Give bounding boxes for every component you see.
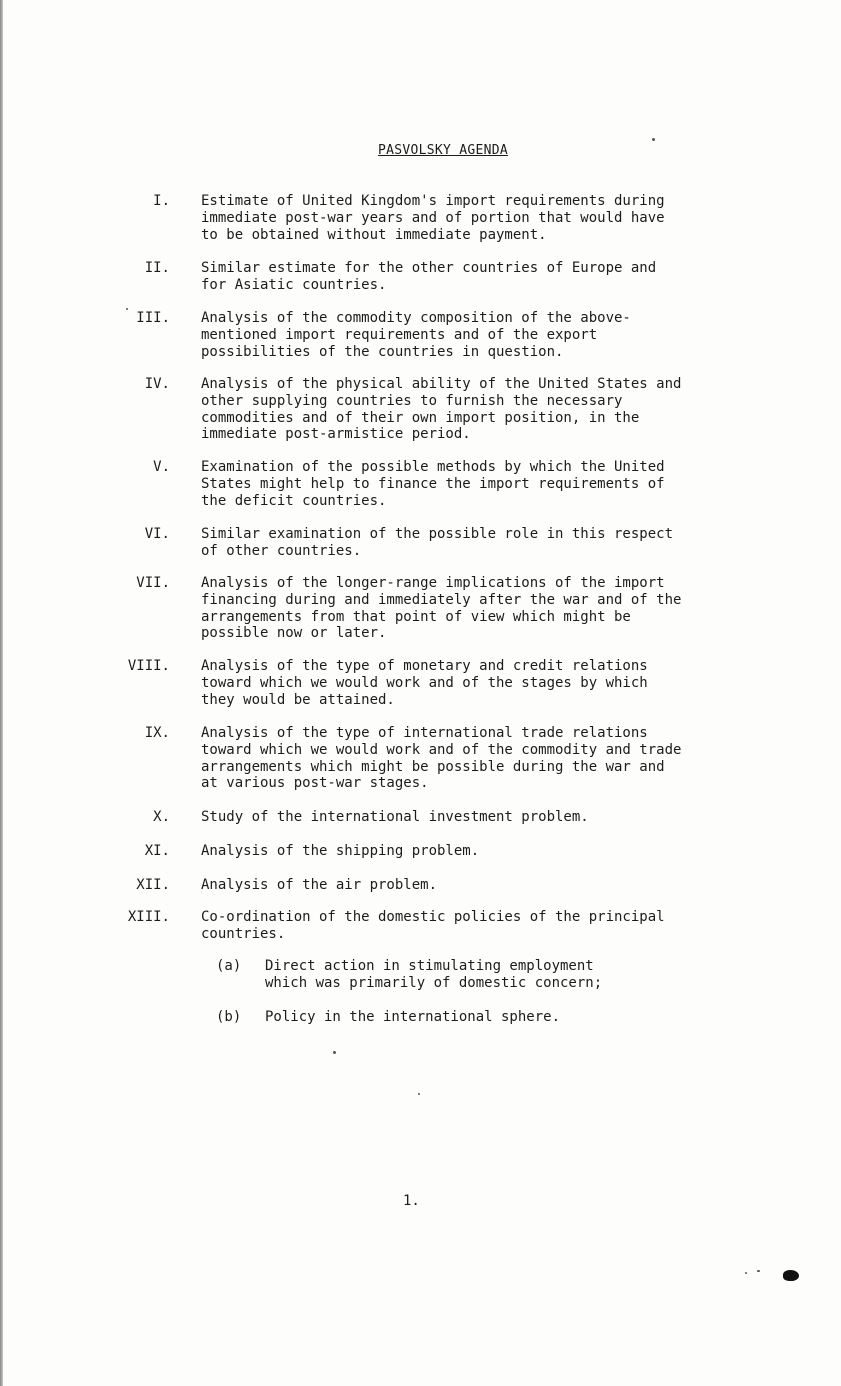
item-number: IV. bbox=[144, 376, 170, 392]
item-number: XIII. bbox=[127, 909, 170, 925]
item-number: I. bbox=[153, 193, 170, 209]
sub-item-label: (b) bbox=[216, 1009, 242, 1025]
item-number: VIII. bbox=[127, 658, 170, 674]
page-number: 1. bbox=[403, 1193, 420, 1209]
scan-speck bbox=[652, 138, 655, 141]
item-text: Analysis of the type of international trade relations toward which we would work and of the commodity and trade arrangements which might be possible during the war and at various post-war stages. bbox=[201, 725, 682, 792]
item-number: XI. bbox=[144, 843, 170, 859]
item-text: Analysis of the type of monetary and credit relations toward which we would work and of the stages by which they would be attained. bbox=[201, 658, 648, 708]
item-text: Similar examination of the possible role in this respect of other countries. bbox=[201, 526, 674, 559]
scan-speck bbox=[418, 1093, 420, 1095]
item-text: Analysis of the shipping problem. bbox=[201, 843, 480, 859]
item-text: Similar estimate for the other countries of Europe and for Asiatic countries. bbox=[201, 260, 657, 293]
scan-speck bbox=[757, 1270, 760, 1272]
sub-item-text: Direct action in stimulating employment which was primarily of domestic concern; bbox=[265, 958, 603, 991]
document-title: PASVOLSKY AGENDA bbox=[378, 143, 509, 158]
item-number: VII. bbox=[136, 575, 170, 591]
item-text: Analysis of the commodity composition of the above- mentioned import requirements and of the export possibilities of the countries in question. bbox=[201, 310, 631, 360]
scan-speck bbox=[333, 1051, 336, 1054]
scan-speck bbox=[126, 308, 128, 310]
item-text: Analysis of the air problem. bbox=[201, 877, 438, 893]
item-text: Study of the international investment problem. bbox=[201, 809, 589, 825]
item-text: Examination of the possible methods by which the United States might help to finance the import requirements of the deficit countries. bbox=[201, 459, 665, 509]
item-number: IX. bbox=[144, 725, 170, 741]
item-number: VI. bbox=[144, 526, 170, 542]
sub-item-label: (a) bbox=[216, 958, 242, 974]
item-text: Estimate of United Kingdom's import requirements during immediate post-war years and of portion that would have to be obtained without immediate payment. bbox=[201, 193, 665, 243]
item-number: V. bbox=[153, 459, 170, 475]
scan-speck bbox=[745, 1272, 747, 1274]
item-text: Analysis of the physical ability of the United States and other supplying countries to furnish the necessary commodities and of their own import position, in the immediate post-armistice period. bbox=[201, 376, 682, 443]
ink-blot bbox=[783, 1270, 799, 1281]
item-number: XII. bbox=[136, 877, 170, 893]
item-text: Co-ordination of the domestic policies of the principal countries. bbox=[201, 909, 665, 942]
item-text: Analysis of the longer-range implications of the import financing during and immediately after the war and of the arrangements from that point of view which might be possible now or later. bbox=[201, 575, 682, 642]
item-number: III. bbox=[136, 310, 170, 326]
item-number: II. bbox=[144, 260, 170, 276]
sub-item-text: Policy in the international sphere. bbox=[265, 1009, 561, 1025]
item-number: X. bbox=[153, 809, 170, 825]
